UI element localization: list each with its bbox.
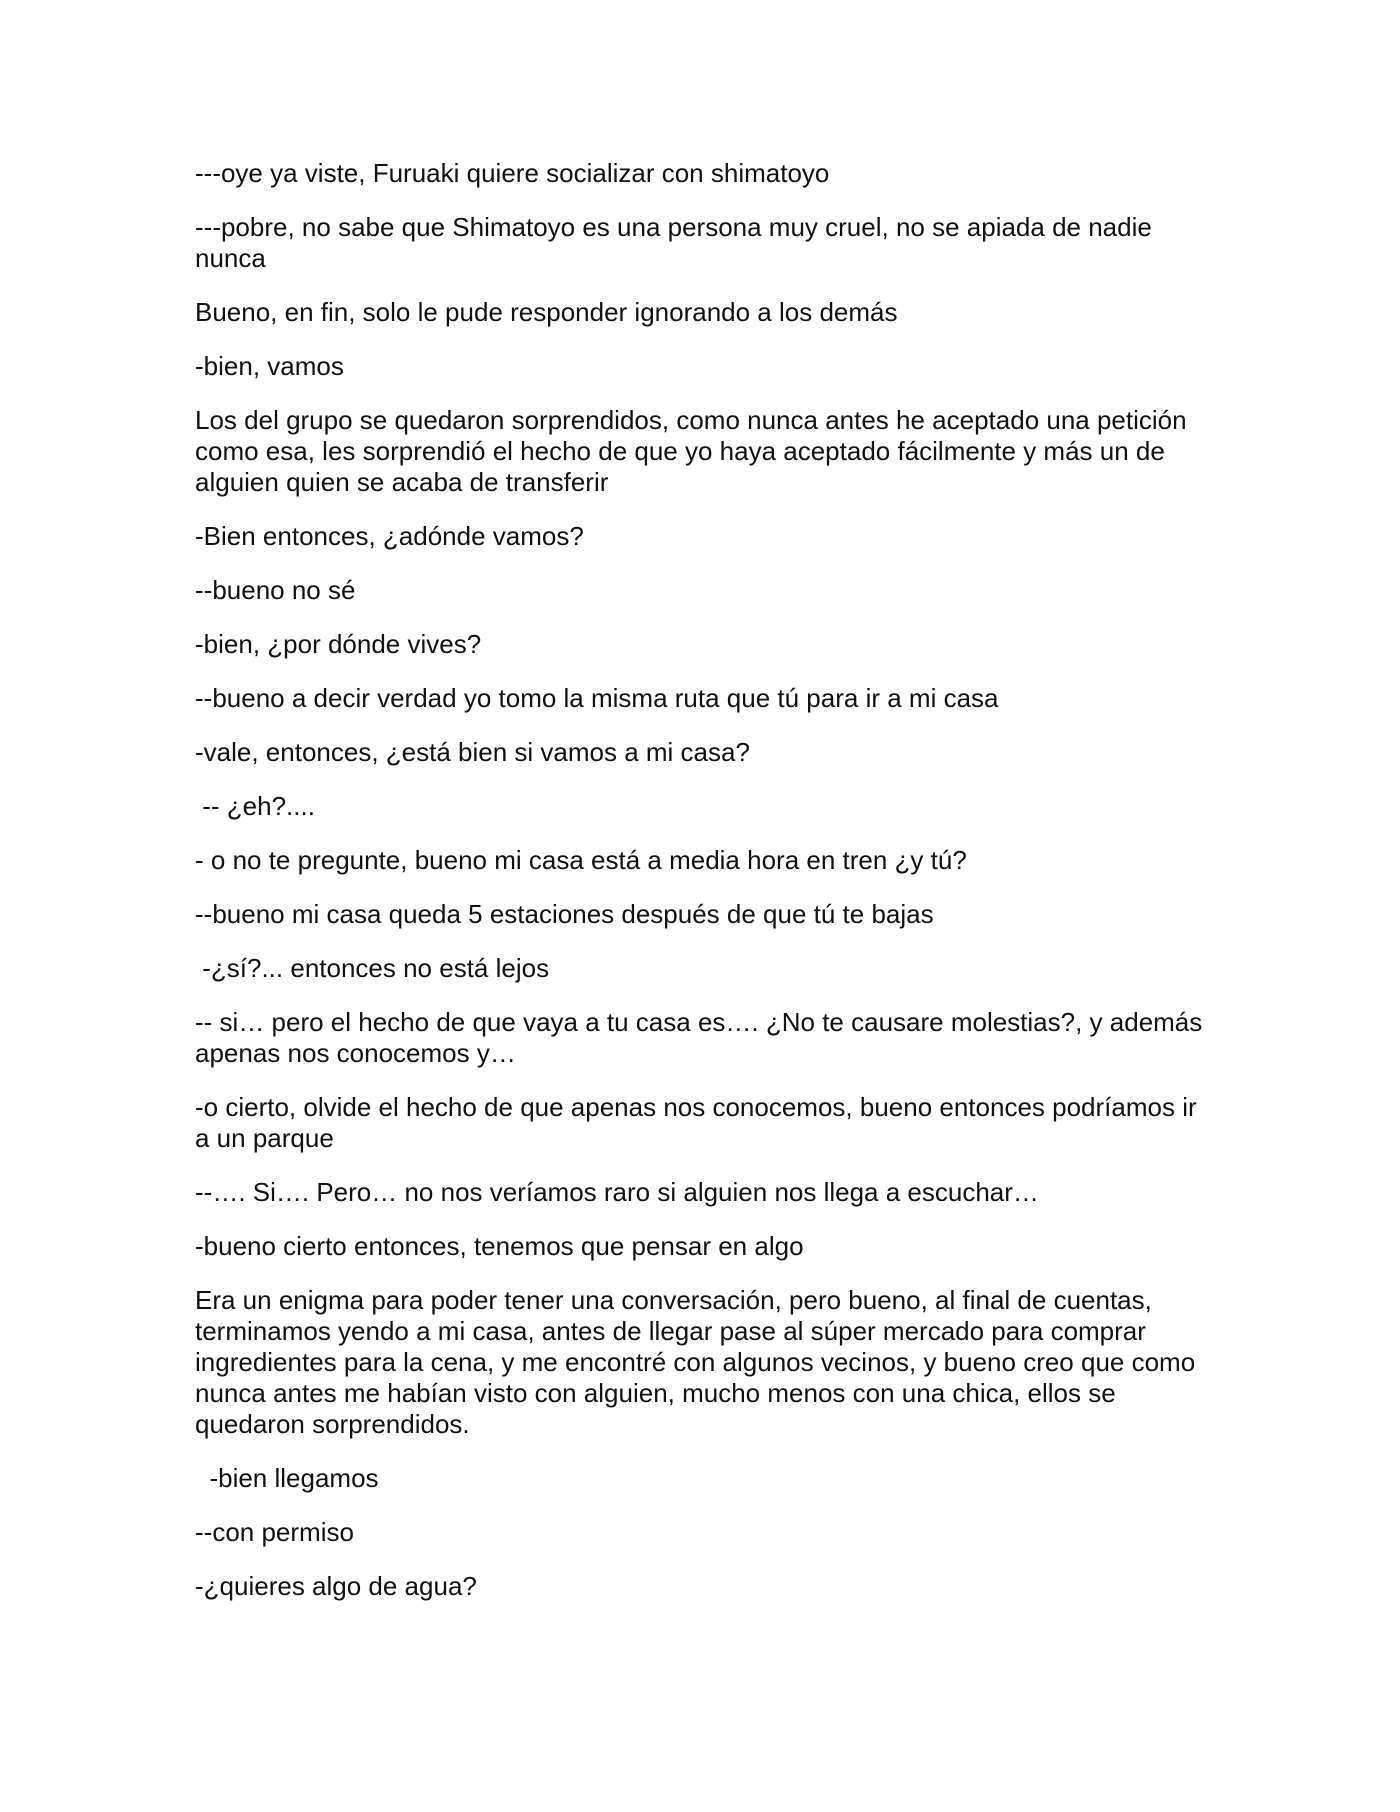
- paragraph: -¿quieres algo de agua?: [195, 1571, 477, 1601]
- paragraph: --…. Si…. Pero… no nos veríamos raro si alguien nos llega a escuchar…: [195, 1177, 1039, 1207]
- paragraph: -- ¿eh?....: [195, 791, 315, 821]
- paragraph: -o cierto, olvide el hecho de que apenas nos conocemos, bueno entonces podríamos ir a un parque: [195, 1092, 1204, 1153]
- paragraph: Era un enigma para poder tener una conversación, pero bueno, al final de cuentas, terminamos yendo a mi casa, antes de llegar pase al súper mercado para comprar ingredientes para la cena, y me encontré con algunos vecinos, y bueno creo que como nunca antes me habían visto con alguien, mucho menos con una chica, ellos se quedaron sorprendidos.: [195, 1285, 1203, 1439]
- paragraph: --con permiso: [195, 1517, 354, 1547]
- paragraph: --bueno a decir verdad yo tomo la misma ruta que tú para ir a mi casa: [195, 683, 999, 713]
- text-body: [195, 158, 1210, 1625]
- paragraph: -vale, entonces, ¿está bien si vamos a mi casa?: [195, 737, 750, 767]
- paragraph: -¿sí?... entonces no está lejos: [195, 953, 550, 983]
- paragraph: Bueno, en fin, solo le pude responder ignorando a los demás: [195, 297, 898, 327]
- paragraph: -bien, vamos: [195, 351, 344, 381]
- paragraph: Los del grupo se quedaron sorprendidos, como nunca antes he aceptado una petición como esa, les sorprendió el hecho de que yo haya aceptado fácilmente y más un de alguien quien se acaba de transferir: [195, 405, 1194, 497]
- paragraph: -- si… pero el hecho de que vaya a tu casa es…. ¿No te causare molestias?, y además apenas nos conocemos y…: [195, 1007, 1210, 1068]
- paragraph: - o no te pregunte, bueno mi casa está a media hora en tren ¿y tú?: [195, 845, 967, 875]
- paragraph: --bueno no sé: [195, 575, 356, 605]
- paragraph: --bueno mi casa queda 5 estaciones después de que tú te bajas: [195, 899, 934, 929]
- paragraph: -bueno cierto entonces, tenemos que pensar en algo: [195, 1231, 804, 1261]
- paragraph: -bien llegamos: [195, 1463, 379, 1493]
- paragraph: -Bien entonces, ¿adónde vamos?: [195, 521, 584, 551]
- paragraph: -bien, ¿por dónde vives?: [195, 629, 482, 659]
- paragraph: ---oye ya viste, Furuaki quiere socializar con shimatoyo: [195, 158, 830, 188]
- paragraph: ---pobre, no sabe que Shimatoyo es una persona muy cruel, no se apiada de nadie nunca: [195, 212, 1160, 273]
